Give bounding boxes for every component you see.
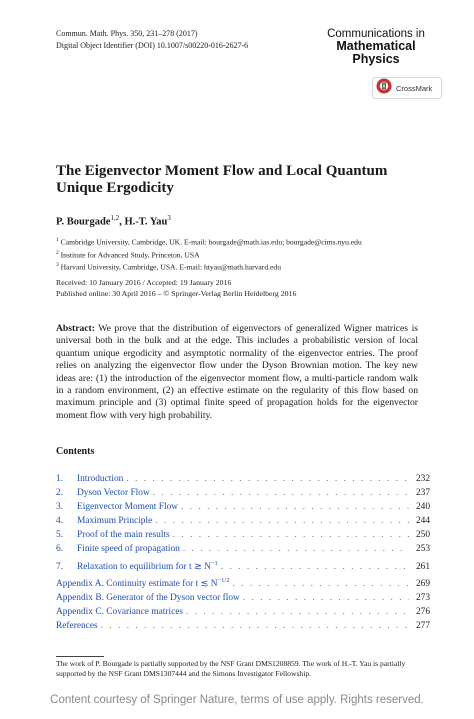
crossmark-label: CrossMark [396, 83, 433, 93]
published-date: Published online: 30 April 2016 – © Springer-Verlag Berlin Heidelberg 2016 [56, 288, 297, 298]
author-name: H.-T. Yau [124, 216, 168, 228]
toc-entry[interactable] [56, 486, 430, 500]
toc-link[interactable]: Proof of the main results [77, 530, 170, 541]
toc-page: 244 [415, 516, 430, 527]
footnote-rule [56, 656, 104, 657]
toc-number: 1. [56, 474, 64, 484]
toc-leader [126, 472, 409, 486]
journal-logo [318, 28, 434, 66]
toc-page: 237 [415, 488, 430, 499]
affiliation-line [56, 248, 362, 261]
toc-link[interactable]: References [56, 621, 98, 632]
toc-number: 6. [56, 544, 64, 555]
affiliation-text: Harvard University, Cambridge, USA. E-mail: htyau@math.harvard.edu [60, 262, 281, 272]
toc-number: 5. [56, 530, 64, 541]
toc-number: 2. [56, 488, 64, 499]
affiliation-text: Cambridge University, Cambridge, UK. E-mail: bourgade@math.ias.edu; bourgade@cims.nyu.edu [60, 237, 362, 247]
toc-entry[interactable] [56, 500, 430, 514]
toc-link[interactable]: Introduction [77, 474, 124, 484]
toc-page: 253 [415, 544, 430, 555]
toc-link[interactable]: Appendix B. Generator of the Dyson vector flow [56, 593, 240, 603]
toc-leader [101, 619, 409, 633]
toc-entry[interactable] [56, 605, 430, 619]
contents-heading: Contents [56, 446, 95, 457]
toc-page: 250 [415, 530, 430, 541]
toc-number: 4. [56, 516, 64, 527]
toc-entry[interactable] [56, 557, 430, 574]
footnote: The work of P. Bourgade is partially supported by the NSF Grant DMS1208859. The work of H.-T. Yau is partially supported by the NSF Grant DMS1307444 and the Simons Investigator Fellowship. [56, 659, 406, 678]
toc-page: 240 [415, 502, 430, 513]
table-of-contents [56, 472, 430, 633]
toc-leader [183, 542, 409, 556]
toc-page: 269 [415, 578, 430, 589]
journal-citation: Commun. Math. Phys. 350, 231–278 (2017) [56, 29, 198, 38]
author-separator: , [119, 216, 125, 228]
toc-exponent: −1/2 [217, 576, 230, 584]
affiliation-number: 3 [56, 262, 59, 269]
toc-leader [153, 486, 409, 500]
affiliation-line [56, 260, 362, 273]
toc-link[interactable]: Eigenvector Moment Flow [77, 502, 179, 513]
toc-link[interactable]: Maximum Principle [77, 516, 153, 527]
crossmark-badge[interactable] [372, 77, 442, 99]
header-meta [56, 28, 248, 52]
abstract-label: Abstract: [56, 323, 95, 334]
author-affiliation-marker: 1,2 [110, 214, 120, 222]
paper-title: The Eigenvector Moment Flow and Local Quantum Unique Ergodicity [56, 163, 388, 196]
publication-dates [56, 278, 296, 299]
affiliation-number: 2 [56, 249, 59, 256]
received-date: Received: 10 January 2016 / Accepted: 19 January 2016 [56, 278, 232, 287]
author-name: P. Bourgade [56, 216, 111, 228]
abstract [56, 323, 418, 422]
toc-leader [186, 605, 409, 619]
toc-entry[interactable] [56, 619, 430, 633]
toc-page: 261 [415, 561, 430, 572]
toc-leader [221, 560, 409, 574]
toc-entry[interactable] [56, 472, 430, 486]
toc-page: 273 [415, 593, 430, 603]
toc-link[interactable]: Dyson Vector Flow [77, 488, 150, 499]
courtesy-notice: Content courtesy of Springer Nature, terms of use apply. Rights reserved. [50, 694, 424, 706]
toc-link[interactable]: Finite speed of propagation [77, 544, 180, 555]
affiliation-text: Institute for Advanced Study, Princeton, USA [60, 250, 200, 260]
toc-number: 3. [56, 502, 64, 513]
journal-logo-line3: Physics [352, 52, 400, 66]
author-list [56, 214, 171, 228]
toc-number: 7. [56, 561, 64, 572]
toc-link[interactable] [77, 557, 218, 574]
toc-page: 277 [415, 621, 430, 632]
toc-leader [232, 577, 409, 591]
toc-exponent: −1 [210, 559, 218, 567]
doi: Digital Object Identifier (DOI) 10.1007/s00220-016-2627-6 [56, 41, 249, 50]
toc-entry[interactable] [56, 574, 430, 591]
toc-link[interactable]: Appendix C. Covariance matrices [56, 607, 184, 618]
toc-link[interactable] [56, 574, 229, 591]
toc-leader [173, 528, 409, 542]
toc-page: 232 [415, 474, 430, 484]
toc-entry[interactable] [56, 514, 430, 528]
toc-page: 276 [415, 607, 430, 618]
toc-leader [155, 514, 409, 528]
affiliation-number: 1 [56, 237, 59, 243]
toc-entry[interactable] [56, 542, 430, 556]
journal-logo-line2: Mathematical [336, 39, 416, 53]
affiliation-line [56, 235, 362, 248]
toc-entry[interactable] [56, 591, 430, 605]
author-affiliation-marker: 3 [167, 214, 171, 222]
toc-leader [181, 500, 409, 514]
affiliations [56, 235, 362, 273]
toc-entry[interactable] [56, 528, 430, 542]
toc-leader [243, 591, 409, 605]
toc-link-text: Relaxation to equilibrium for t ≳ N [77, 561, 211, 572]
toc-link-text: Appendix A. Continuity estimate for t ≲ N [56, 578, 218, 589]
journal-logo-line1: Communications in [327, 28, 425, 40]
crossmark-icon [376, 78, 392, 99]
abstract-text: We prove that the distribution of eigenvectors of generalized Wigner matrices is universal both in the bulk and at the edge. This includes a probabilistic version of local quantum unique ergodicity and asymptotic normality of the eigenvector entries. The proof relies on analyzing the eigenvector flow under the Dyson Brownian motion. The key new ideas are: (1) the introduction of the eigenvector moment flow, a multi-particle random walk in a random environment, (2) an effective estimate on the regularity of this flow based on maximum principle and (3) optimal finite speed of propagation holds for the eigenvector moment flow with very high probability. [56, 323, 418, 421]
